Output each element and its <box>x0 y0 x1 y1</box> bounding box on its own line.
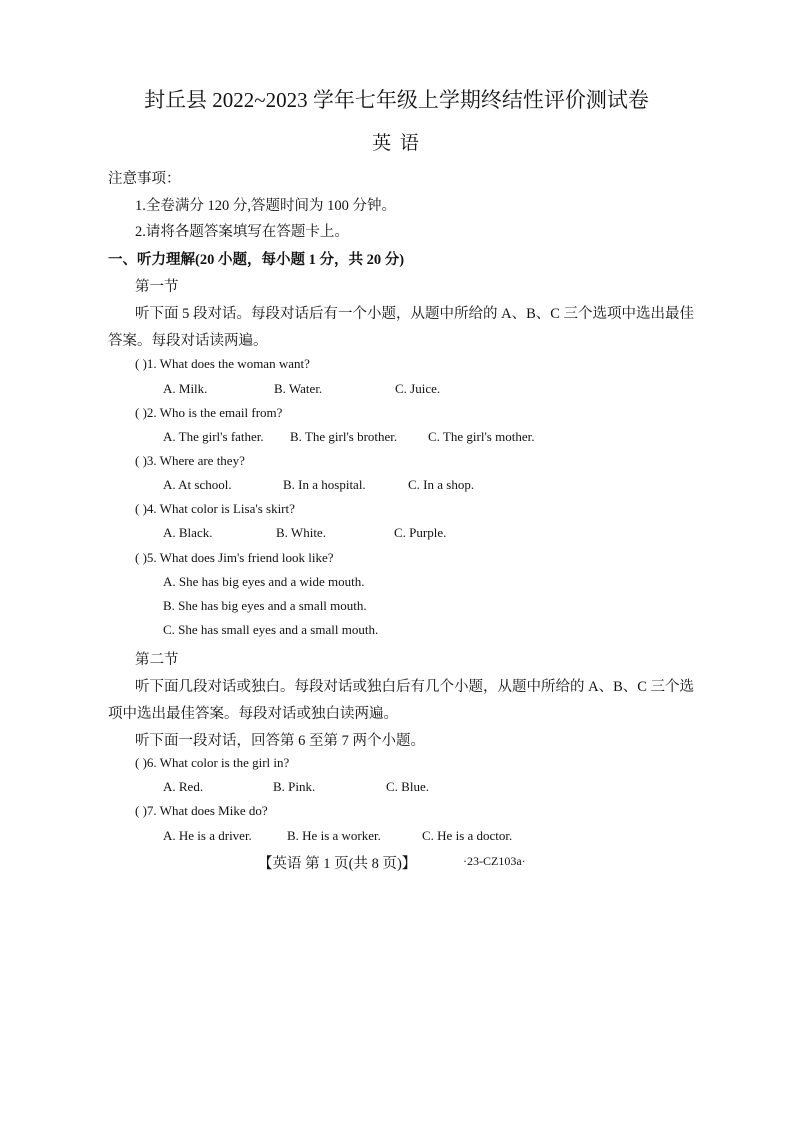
option-a: A. Red. <box>163 779 204 794</box>
option-a: A. The girl's father. <box>163 429 264 444</box>
question-stem: 2. Who is the email from? <box>146 405 283 420</box>
option-b: B. White. <box>276 525 326 540</box>
option-a: A. At school. <box>163 477 232 492</box>
part-instruction: 听下面几段对话或独白。每段对话或独白后有几个小题，从题中所给的 A、B、C 三个选 <box>135 679 695 695</box>
option-b: B. The girl's brother. <box>290 429 398 444</box>
question-1 <box>135 356 310 372</box>
page-footer-label: 【英语 第 1 页(共 8 页)】 <box>258 856 417 872</box>
option-a: A. He is a driver. <box>163 828 252 843</box>
question-4 <box>135 501 295 517</box>
subject-title: 英 语 <box>372 133 421 154</box>
section-heading: 一、听力理解(20 小题，每小题 1 分，共 20 分) <box>108 252 405 268</box>
part-instruction: 答案。每段对话读两遍。 <box>108 333 268 349</box>
option-c: C. Blue. <box>386 779 429 794</box>
question-stem: 6. What color is the girl in? <box>146 755 290 770</box>
option-a: A. Milk. <box>163 381 208 396</box>
option-b: B. Water. <box>274 381 323 396</box>
answer-blank[interactable]: ( ) <box>135 356 147 371</box>
option-a: A. Black. <box>163 525 213 540</box>
notice-item: 2.请将各题答案填写在答题卡上。 <box>135 224 349 240</box>
answer-blank[interactable]: ( ) <box>135 755 147 770</box>
option-c: C. In a shop. <box>408 477 475 492</box>
question-stem: 1. What does the woman want? <box>146 356 310 371</box>
option-c: C. The girl's mother. <box>428 429 535 444</box>
question-stem: 4. What color is Lisa's skirt? <box>146 501 295 516</box>
option-b: B. He is a worker. <box>287 828 381 843</box>
notice-heading: 注意事项： <box>108 171 181 187</box>
option-b: B. She has big eyes and a small mouth. <box>163 598 367 613</box>
option-a: A. She has big eyes and a wide mouth. <box>163 574 365 589</box>
part-instruction: 项中选出最佳答案。每段对话或独白读两遍。 <box>108 706 398 722</box>
question-6 <box>135 755 289 771</box>
question-5 <box>135 550 334 566</box>
question-3 <box>135 453 245 469</box>
part-instruction: 听下面 5 段对话。每段对话后有一个小题，从题中所给的 A、B、C 三个选项中选出最佳 <box>135 306 695 322</box>
part-label: 第一节 <box>135 279 179 295</box>
option-c: C. He is a doctor. <box>422 828 513 843</box>
option-b: B. Pink. <box>273 779 316 794</box>
question-stem: 7. What does Mike do? <box>146 803 268 818</box>
answer-blank[interactable]: ( ) <box>135 550 147 565</box>
question-2 <box>135 405 282 421</box>
option-b: B. In a hospital. <box>283 477 366 492</box>
part-label: 第二节 <box>135 652 179 668</box>
option-c: C. She has small eyes and a small mouth. <box>163 622 379 637</box>
question-stem: 5. What does Jim's friend look like? <box>146 550 334 565</box>
notice-item: 1.全卷满分 120 分,答题时间为 100 分钟。 <box>135 198 396 214</box>
answer-blank[interactable]: ( ) <box>135 501 147 516</box>
option-c: C. Juice. <box>395 381 441 396</box>
question-7 <box>135 803 268 819</box>
option-c: C. Purple. <box>394 525 447 540</box>
exam-title: 封丘县 2022~2023 学年七年级上学期终结性评价测试卷 <box>144 88 649 112</box>
question-stem: 3. Where are they? <box>146 453 245 468</box>
page-footer-code: ·23-CZ103a· <box>463 854 526 868</box>
sub-instruction: 听下面一段对话，回答第 6 至第 7 两个小题。 <box>135 733 425 749</box>
answer-blank[interactable]: ( ) <box>135 453 147 468</box>
answer-blank[interactable]: ( ) <box>135 803 147 818</box>
answer-blank[interactable]: ( ) <box>135 405 147 420</box>
